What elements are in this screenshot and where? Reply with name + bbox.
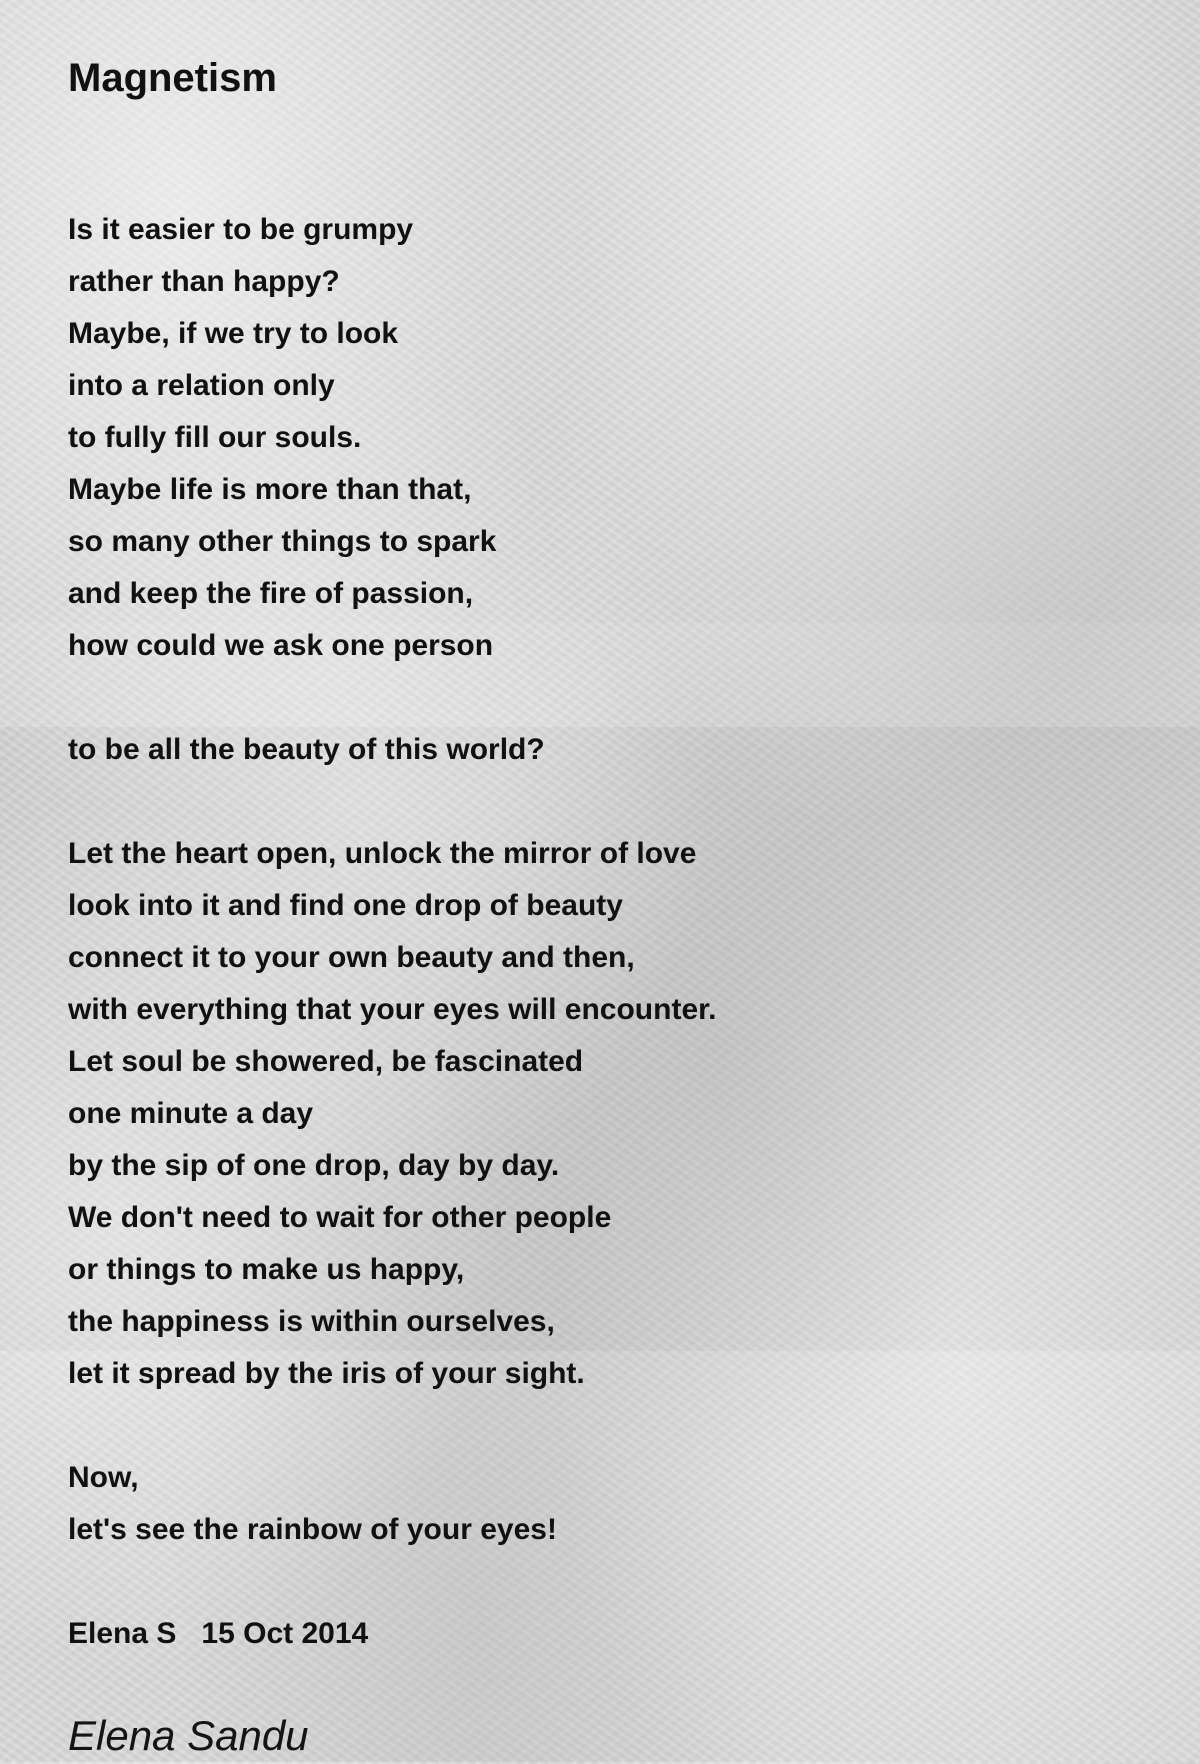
- poem-line: how could we ask one person: [68, 629, 494, 662]
- poem-line: Maybe, if we try to look: [68, 317, 399, 350]
- poem-body: [68, 204, 1148, 1556]
- poem-line: Maybe life is more than that,: [68, 473, 472, 506]
- poem-line: Now,: [68, 1461, 139, 1494]
- poem-line: by the sip of one drop, day by day.: [68, 1149, 560, 1182]
- poem-title: Magnetism: [68, 56, 277, 100]
- poem-line: or things to make us happy,: [68, 1253, 465, 1286]
- poem-line: connect it to your own beauty and then,: [68, 941, 635, 974]
- poem-line: We don't need to wait for other people: [68, 1201, 612, 1234]
- poem-line: and keep the fire of passion,: [68, 577, 474, 610]
- stanza: [68, 724, 1148, 776]
- poem-line: Let soul be showered, be fascinated: [68, 1045, 584, 1078]
- author-name: Elena S: [68, 1617, 177, 1650]
- poem-line: the happiness is within ourselves,: [68, 1305, 555, 1338]
- poem-line: look into it and find one drop of beauty: [68, 889, 623, 922]
- poem-line: let it spread by the iris of your sight.: [68, 1357, 585, 1390]
- publish-date: 15 Oct 2014: [201, 1617, 369, 1650]
- poem-line: rather than happy?: [68, 265, 340, 298]
- author-signature: Elena Sandu: [68, 1712, 309, 1759]
- poem-line: into a relation only: [68, 369, 335, 402]
- stanza: [68, 1452, 1148, 1556]
- byline: [68, 1608, 1148, 1660]
- poem-line: to be all the beauty of this world?: [68, 733, 545, 766]
- poem-line: Let the heart open, unlock the mirror of love: [68, 837, 697, 870]
- poem-line: so many other things to spark: [68, 525, 497, 558]
- stanza: [68, 204, 1148, 672]
- poem-line: with everything that your eyes will encounter.: [68, 993, 717, 1026]
- poem-card: [68, 48, 1148, 1764]
- poem-line: to fully fill our souls.: [68, 421, 362, 454]
- poem-line: one minute a day: [68, 1097, 314, 1130]
- poem-line: let's see the rainbow of your eyes!: [68, 1513, 557, 1546]
- stanza: [68, 828, 1148, 1400]
- poem-line: Is it easier to be grumpy: [68, 213, 414, 246]
